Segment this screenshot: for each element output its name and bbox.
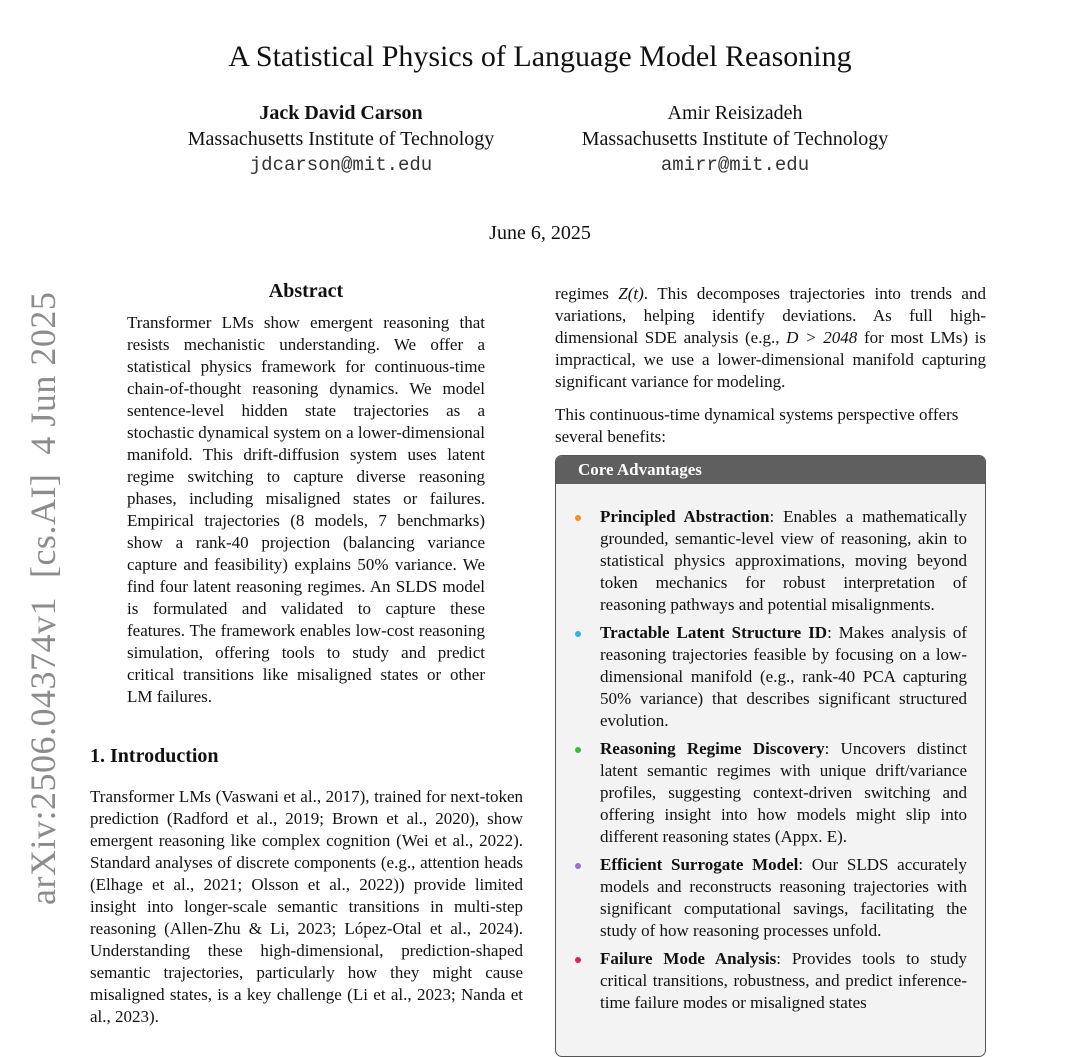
item-title: Tractable Latent Structure ID — [600, 623, 828, 642]
right-column-paragraph-2: This continuous-time dynamical systems perspective offers several benefits: — [555, 405, 959, 446]
introduction-body: Transformer LMs (Vaswani et al., 2017), trained for next-token prediction (Radford et al., 2019; Brown et al., 2020), show emergent reasoning like complex cognition (Wei et al., 2022). Standard analyses of discrete components (e.g., attention heads (Elhage et al., 2021; Olsson et al., 2022)) provide limited insight into longer-scale semantic transitions in multi-step reasoning (Allen-Zhu & Li, 2023; López-Otal et al., 2024). Understanding these high-dimensional, prediction-shaped semantic trajectories, particularly how they might cause misaligned states, is a key challenge (Li et al., 2023; Nanda et al., 2023). — [90, 787, 523, 1026]
item-title: Reasoning Regime Discovery — [600, 739, 825, 758]
author-name: Jack David Carson — [259, 102, 423, 124]
list-item — [556, 854, 985, 942]
abstract-body: Transformer LMs show emergent reasoning that resists mechanistic understanding. We offer a statistical physics framework for continuous-time chain-of-thought reasoning dynamics. We model sentence-level hidden state trajectories as a stochastic dynamical system on a lower-dimensional manifold. This drift-diffusion system uses latent regime switching to capture diverse reasoning phases, including misaligned states or failures. Empirical trajectories (8 models, 7 benchmarks) show a rank-40 projection (balancing variance capture and feasibility) explains 50% variance. We find four latent reasoning regimes. An SLDS model is formulated and validated to capture these features. The framework enables low-cost reasoning simulation, offering tools to study and predict critical transitions like misaligned states or other LM failures. — [127, 313, 485, 706]
item-text: : Enables a mathematically grounded, semantic-level view of reasoning, akin to statistical physics approximations, moving beyond token mechanics for robust interpretation of reasoning pathways and potential misalignments. — [600, 507, 967, 614]
author-email: amirr@mit.edu — [660, 154, 810, 176]
author-name: Amir Reisizadeh — [667, 102, 803, 124]
author-block-1 — [172, 100, 510, 178]
bullet-dot-icon — [575, 631, 581, 637]
bullet-dot-icon — [575, 863, 581, 869]
list-item — [556, 622, 985, 732]
bullet-dot-icon — [575, 515, 581, 521]
list-item — [556, 948, 985, 1014]
bullet-dot-icon — [575, 957, 581, 963]
bullet-dot-icon — [575, 747, 581, 753]
author-affiliation: Massachusetts Institute of Technology — [187, 128, 495, 150]
author-block-2 — [566, 100, 904, 178]
para-text: for most LMs) is impractical, we use a lower-dimensional manifold capturing significant variance for modeling. — [555, 328, 986, 391]
list-item — [556, 506, 985, 616]
item-text: : Our SLDS accurately models and reconstructs reasoning trajectories with significant computational savings, facilitating the study of how reasoning processes unfold. — [600, 855, 967, 940]
item-text: : Makes analysis of reasoning trajectories feasible by focusing on a low-dimensional manifold (e.g., rank-40 PCA capturing 50% variance) that describes significant structured evolution. — [600, 623, 967, 730]
core-advantages-list — [556, 506, 985, 1020]
right-column-paragraph-1 — [555, 283, 986, 393]
item-title: Efficient Surrogate Model — [600, 855, 799, 874]
arxiv-watermark: arXiv:2506.04374v1 [cs.AI] 4 Jun 2025 — [23, 291, 63, 905]
paper-title: A Statistical Physics of Language Model Reasoning — [228, 40, 852, 73]
para-text: . This decomposes trajectories into trends and variations, helping identify deviations. As full high-dimensional SDE analysis (e.g., — [555, 284, 986, 347]
para-text: regimes — [555, 284, 619, 303]
item-text: : Uncovers distinct latent semantic regimes with unique drift/variance profiles, suggesting context-driven switching and offering insight into how models might slip into different reasoning states (Appx. E). — [600, 739, 967, 846]
author-affiliation: Massachusetts Institute of Technology — [581, 128, 889, 150]
math-z-t: Z(t) — [618, 284, 644, 303]
item-title: Principled Abstraction — [600, 507, 770, 526]
abstract-heading: Abstract — [268, 280, 344, 302]
list-item — [556, 738, 985, 848]
core-advantages-header: Core Advantages — [556, 456, 985, 484]
paper-date: June 6, 2025 — [489, 222, 591, 244]
introduction-heading: 1. Introduction — [90, 745, 219, 767]
math-d-gt-2048: D > 2048 — [786, 328, 858, 347]
author-email: jdcarson@mit.edu — [249, 154, 433, 176]
item-text: : Provides tools to study critical transitions, robustness, and predict inference-time failure modes or misaligned states — [600, 949, 967, 1012]
item-title: Failure Mode Analysis — [600, 949, 777, 968]
core-advantages-box — [555, 455, 986, 1057]
